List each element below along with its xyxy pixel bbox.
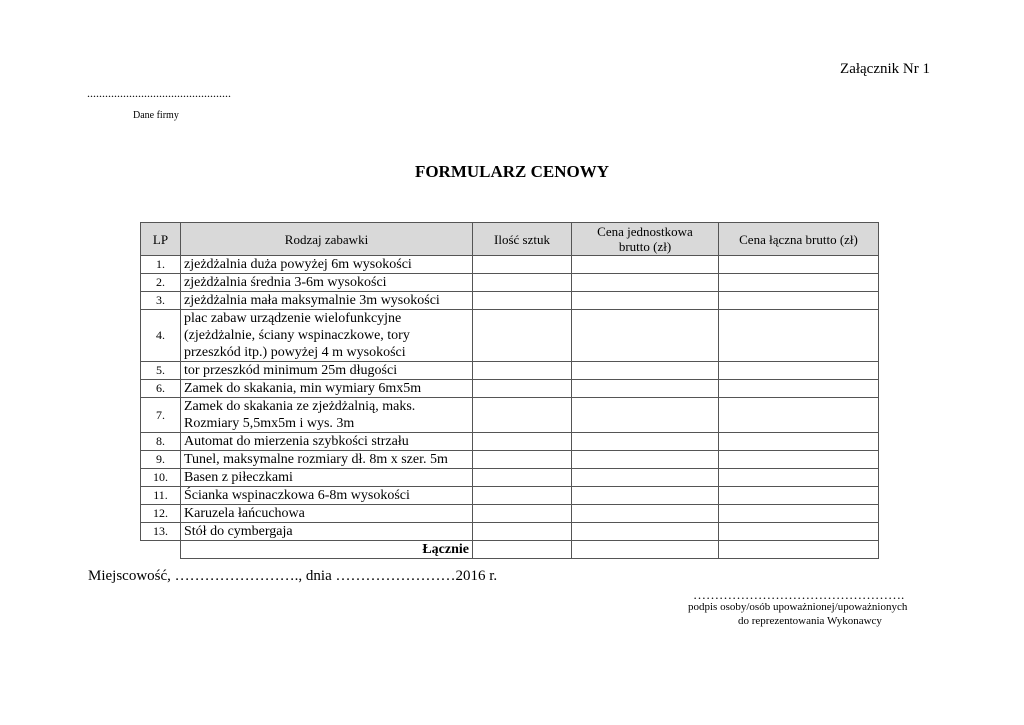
row-lp: 11.: [141, 487, 181, 505]
total-price-sum-cell[interactable]: [719, 541, 879, 559]
total-price-cell[interactable]: [719, 292, 879, 310]
unit-price-cell[interactable]: [572, 451, 719, 469]
header-unit-price-line2: brutto (zł): [618, 239, 672, 254]
header-total-price: Cena łączna brutto (zł): [719, 223, 879, 256]
row-name-line1: plac zabaw urządzenie wielofunkcyjne: [184, 311, 402, 326]
row-name: Automat do mierzenia szybkości strzału: [181, 433, 473, 451]
row-lp: 3.: [141, 292, 181, 310]
qty-cell[interactable]: [473, 310, 572, 362]
unit-price-cell[interactable]: [572, 274, 719, 292]
total-price-cell[interactable]: [719, 451, 879, 469]
total-price-cell[interactable]: [719, 256, 879, 274]
table-row: [141, 398, 879, 433]
total-label: Łącznie: [181, 541, 473, 559]
qty-cell[interactable]: [473, 487, 572, 505]
table-row: [141, 274, 879, 292]
unit-price-cell[interactable]: [572, 380, 719, 398]
table-row: [141, 292, 879, 310]
qty-cell[interactable]: [473, 451, 572, 469]
price-table: [140, 222, 879, 559]
total-unit-price-cell[interactable]: [572, 541, 719, 559]
total-price-cell[interactable]: [719, 469, 879, 487]
qty-cell[interactable]: [473, 274, 572, 292]
total-row: [141, 541, 879, 559]
row-name: Ścianka wspinaczkowa 6-8m wysokości: [181, 487, 473, 505]
qty-cell[interactable]: [473, 433, 572, 451]
signature-caption-line1: podpis osoby/osób upoważnionej/upoważnionych: [688, 601, 908, 613]
total-price-cell[interactable]: [719, 310, 879, 362]
qty-cell[interactable]: [473, 292, 572, 310]
header-unit-price-line1: Cena jednostkowa: [597, 224, 693, 239]
header-lp: LP: [141, 223, 181, 256]
place-date-line: Miejscowość, ……………………., dnia ……………………2016 r.: [88, 568, 498, 584]
table-row: [141, 451, 879, 469]
qty-cell[interactable]: [473, 469, 572, 487]
row-lp: 10.: [141, 469, 181, 487]
unit-price-cell[interactable]: [572, 362, 719, 380]
header-qty: Ilość sztuk: [473, 223, 572, 256]
row-name: Karuzela łańcuchowa: [181, 505, 473, 523]
table-row: [141, 310, 879, 362]
row-lp: 6.: [141, 380, 181, 398]
total-price-cell[interactable]: [719, 274, 879, 292]
total-price-cell[interactable]: [719, 362, 879, 380]
row-name: zjeżdżalnia duża powyżej 6m wysokości: [181, 256, 473, 274]
row-name-line3: przeszkód itp.) powyżej 4 m wysokości: [184, 345, 406, 360]
total-price-cell[interactable]: [719, 433, 879, 451]
unit-price-cell[interactable]: [572, 469, 719, 487]
table-header-row: [141, 223, 879, 256]
row-lp: 2.: [141, 274, 181, 292]
row-lp: 4.: [141, 310, 181, 362]
unit-price-cell[interactable]: [572, 398, 719, 433]
total-qty-cell[interactable]: [473, 541, 572, 559]
unit-price-cell[interactable]: [572, 433, 719, 451]
row-lp: 9.: [141, 451, 181, 469]
row-lp: 1.: [141, 256, 181, 274]
row-name: zjeżdżalnia średnia 3-6m wysokości: [181, 274, 473, 292]
table-row: [141, 256, 879, 274]
row-name: Stół do cymbergaja: [181, 523, 473, 541]
header-unit-price: [572, 223, 719, 256]
unit-price-cell[interactable]: [572, 505, 719, 523]
row-name: tor przeszkód minimum 25m długości: [181, 362, 473, 380]
total-price-cell[interactable]: [719, 398, 879, 433]
row-name: [181, 310, 473, 362]
total-price-cell[interactable]: [719, 523, 879, 541]
unit-price-cell[interactable]: [572, 487, 719, 505]
table-row: [141, 380, 879, 398]
table-row: [141, 433, 879, 451]
row-name: Zamek do skakania, min wymiary 6mx5m: [181, 380, 473, 398]
total-price-cell[interactable]: [719, 505, 879, 523]
row-lp: 13.: [141, 523, 181, 541]
qty-cell[interactable]: [473, 523, 572, 541]
row-name: [181, 398, 473, 433]
qty-cell[interactable]: [473, 362, 572, 380]
row-name-line2: Rozmiary 5,5mx5m i wys. 3m: [184, 416, 355, 431]
company-dotted-line: ................................................: [87, 86, 231, 100]
total-price-cell[interactable]: [719, 487, 879, 505]
annex-label: Załącznik Nr 1: [840, 61, 930, 77]
table-row: [141, 487, 879, 505]
row-lp: 7.: [141, 398, 181, 433]
row-lp: 5.: [141, 362, 181, 380]
unit-price-cell[interactable]: [572, 523, 719, 541]
row-name-line2: (zjeżdżalnie, ściany wspinaczkowe, tory: [184, 328, 410, 343]
total-price-cell[interactable]: [719, 380, 879, 398]
qty-cell[interactable]: [473, 380, 572, 398]
row-lp: 8.: [141, 433, 181, 451]
row-name-line1: Zamek do skakania ze zjeżdżalnią, maks.: [184, 399, 416, 414]
total-row-spacer: [141, 541, 181, 559]
signature-caption-line2: do reprezentowania Wykonawcy: [738, 615, 882, 627]
row-lp: 12.: [141, 505, 181, 523]
qty-cell[interactable]: [473, 505, 572, 523]
unit-price-cell[interactable]: [572, 292, 719, 310]
company-label: Dane firmy: [133, 110, 179, 121]
unit-price-cell[interactable]: [572, 310, 719, 362]
table-row: [141, 469, 879, 487]
header-name: Rodzaj zabawki: [181, 223, 473, 256]
page-title: FORMULARZ CENOWY: [414, 162, 610, 181]
row-name: Basen z piłeczkami: [181, 469, 473, 487]
qty-cell[interactable]: [473, 256, 572, 274]
row-name: Tunel, maksymalne rozmiary dł. 8m x szer. 5m: [181, 451, 473, 469]
qty-cell[interactable]: [473, 398, 572, 433]
signature-dotted-line: ………………………………………….: [693, 587, 905, 602]
row-name: zjeżdżalnia mała maksymalnie 3m wysokości: [181, 292, 473, 310]
table-row: [141, 362, 879, 380]
table-row: [141, 505, 879, 523]
unit-price-cell[interactable]: [572, 256, 719, 274]
table-row: [141, 523, 879, 541]
